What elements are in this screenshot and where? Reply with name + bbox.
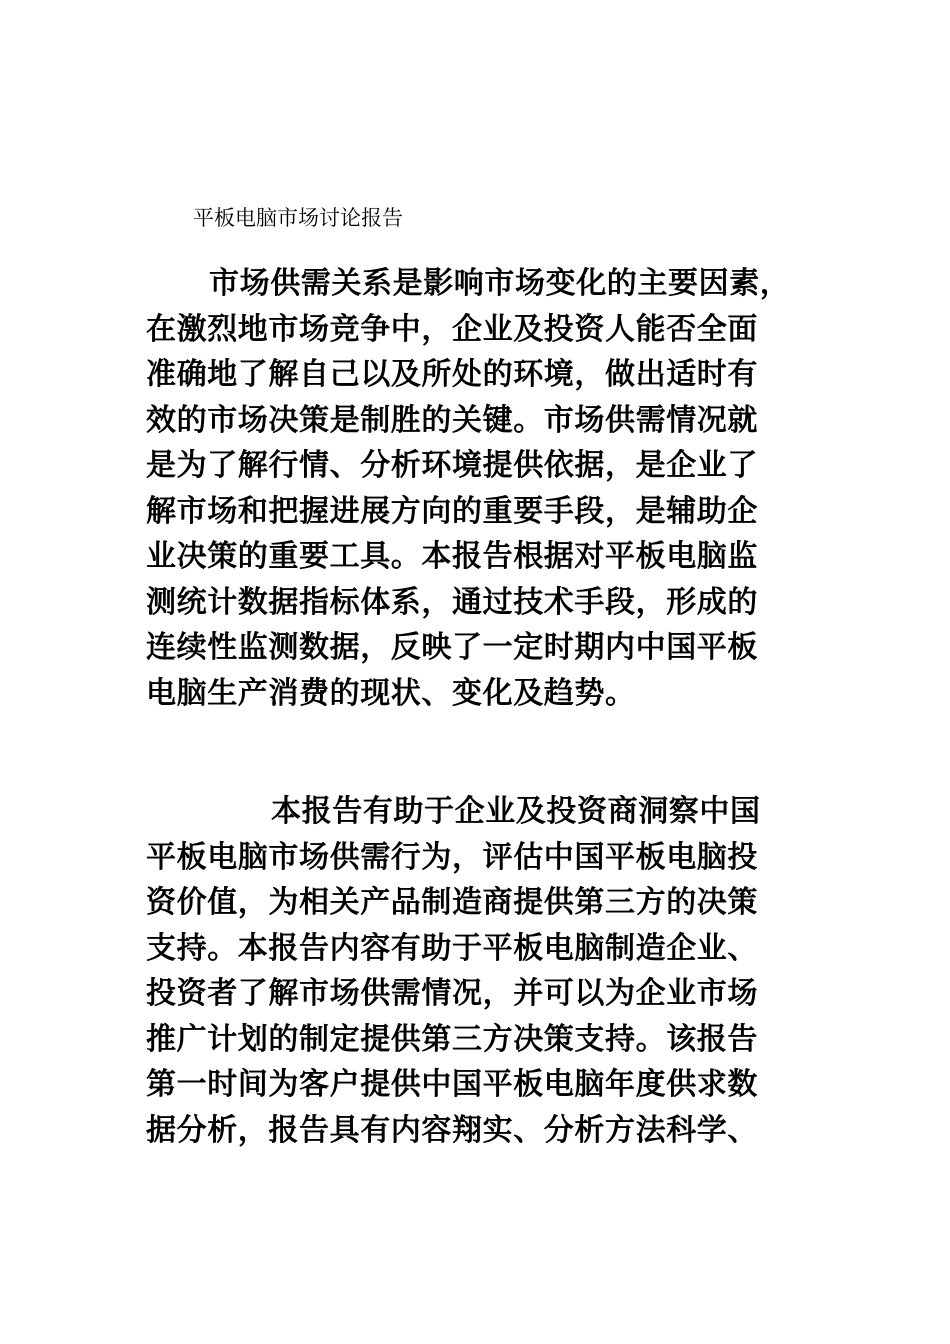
paragraph-line: 准确地了解自己以及所处的环境，做出适时有: [146, 357, 758, 392]
paragraph-line: 第一时间为客户提供中国平板电脑年度供求数: [146, 1067, 758, 1102]
paragraph-line: 电脑生产消费的现状、变化及趋势。: [146, 675, 636, 711]
paragraph-line: 在激烈地市场竞争中，企业及投资人能否全面: [146, 311, 758, 347]
paragraph-line: 是为了解行情、分析环境提供依据，是企业了: [146, 448, 758, 483]
paragraph-line: 支持。本报告内容有助于平板电脑制造企业、: [146, 930, 758, 966]
paragraph-line: 市场供需关系是影响市场变化的主要因素，: [209, 266, 791, 301]
paragraph-line: 平板电脑市场供需行为，评估中国平板电脑投: [146, 839, 758, 875]
paragraph-1: [146, 261, 806, 716]
paragraph-line: 投资者了解市场供需情况，并可以为企业市场: [146, 976, 758, 1011]
document-title: 平板电脑市场讨论报告: [193, 206, 403, 230]
paragraph-line: 资价值，为相关产品制造商提供第三方的决策: [146, 885, 758, 920]
paragraph-line: 效的市场决策是制胜的关键。市场供需情况就: [146, 402, 758, 438]
paragraph-line: 推广计划的制定提供第三方决策支持。该报告: [146, 1021, 758, 1057]
paragraph-2: [146, 789, 806, 1153]
paragraph-line: 本报告有助于企业及投资商洞察中国: [271, 794, 761, 829]
paragraph-line: 解市场和把握进展方向的重要手段，是辅助企: [146, 493, 758, 529]
paragraph-line: 连续性监测数据，反映了一定时期内中国平板: [146, 630, 758, 665]
paragraph-line: 据分析，报告具有内容翔实、分析方法科学、: [146, 1112, 758, 1148]
paragraph-line: 测统计数据指标体系，通过技术手段，形成的: [146, 584, 758, 620]
paragraph-line: 业决策的重要工具。本报告根据对平板电脑监: [146, 539, 758, 574]
